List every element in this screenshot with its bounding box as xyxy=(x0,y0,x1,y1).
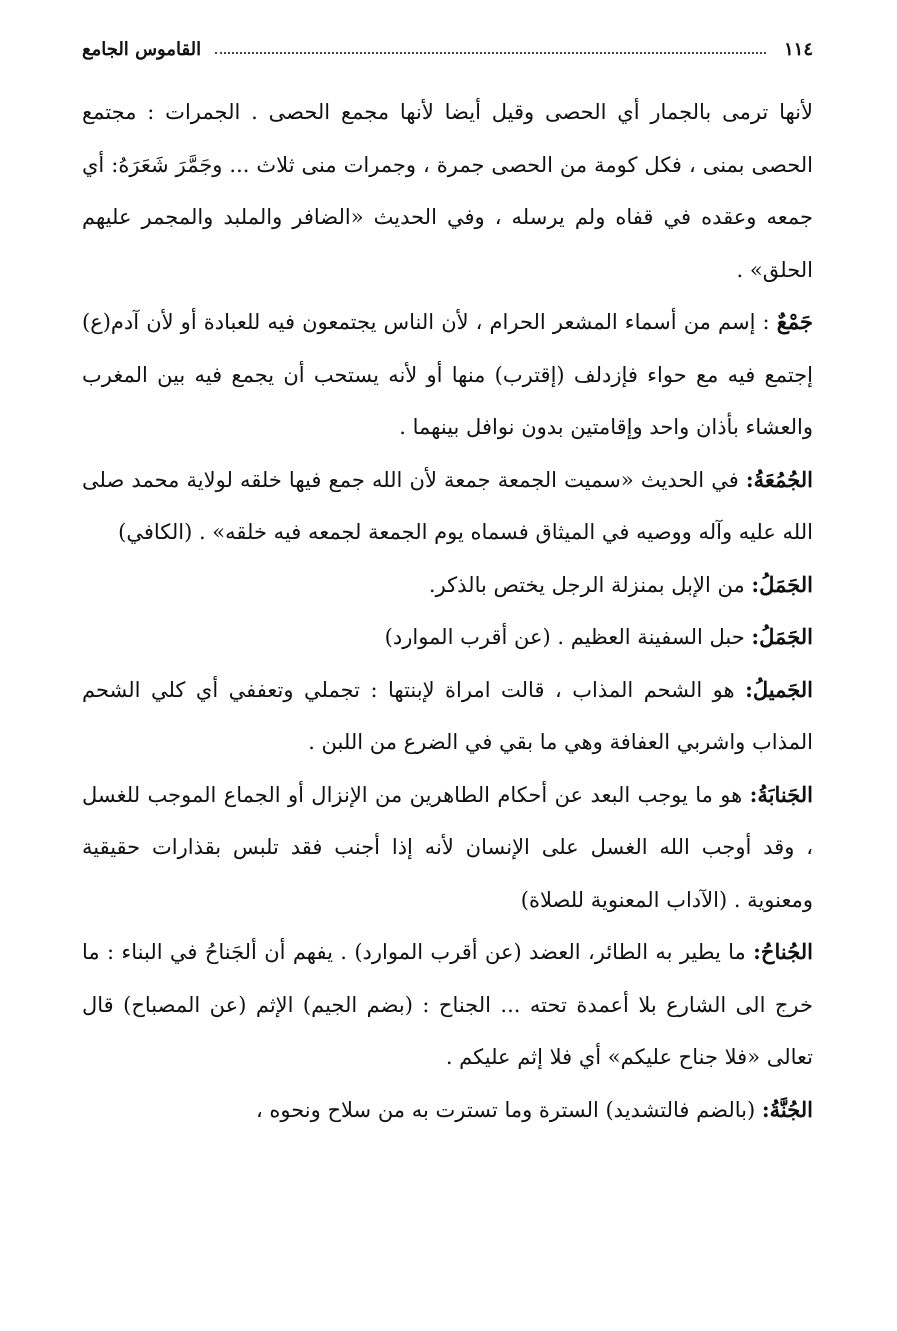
dotted-leader xyxy=(215,52,766,54)
entry-headword: الجُمُعَةُ: xyxy=(745,466,813,492)
entry-text: ما يطير به الطائر، العضد (عن أقرب الموارد) . يفهم أن ألجَناحُ في البناء : ما خرج الى الشارع بلا أعمدة تحته ... الجناح : (بضم الجيم) الإثم (عن المصباح) قال تعالى «فلا جناح عليكم» أي فلا إثم عليكم . xyxy=(82,940,813,1069)
entry-text: هو الشحم المذاب ، قالت امراة لإبنتها : تجملي وتعففي أي كلي الشحم المذاب واشربي العفافة وهي ما بقي في الضرع من اللبن . xyxy=(82,677,813,754)
entry-al-jamil xyxy=(82,664,813,769)
entry-headword: جَمْعٌ xyxy=(776,309,813,334)
entry-text: هو ما يوجب البعد عن أحكام الطاهرين من الإنزال أو الجماع الموجب للغسل ، وقد أوجب الله الغسل على الإنسان لأنه إذا أجنب فقد تلبس بقذارات حقيقية ومعنوية . (الآداب المعنوية للصلاة) xyxy=(82,782,813,912)
entry-al-junah xyxy=(82,926,813,1084)
entry-continuation xyxy=(82,86,813,296)
entry-text: حبل السفينة العظيم . (عن أقرب الموارد) xyxy=(384,625,752,649)
entry-al-jamal-1 xyxy=(82,559,813,612)
entry-text: في الحديث «سميت الجمعة جمعة لأن الله جمع فيها خلقه لولاية محمد صلى الله عليه وآله ووصيه في الميثاق فسماه يوم الجمعة لجمعه فيه خلقه» . (الكافي) xyxy=(82,467,813,544)
entry-text: لأنها ترمى بالجمار أي الحصى وقيل أيضا لأنها مجمع الحصى . الجمرات : مجتمع الحصى بمنى ، فكل كومة من الحصى جمرة ، وجمرات منى ثلاث ... وجَمَّرَ شَعَرَهُ: أي جمعه وعقده في قفاه ولم يرسله ، وفي الحديث «الضافر والملبد والمجمر عليهم الحلق» . xyxy=(82,100,813,282)
entry-text: (بالضم فالتشديد) السترة وما تسترت به من سلاح ونحوه ، xyxy=(255,1097,762,1122)
page-number: ١١٤ xyxy=(783,38,813,60)
entry-headword: الجَمَلُ: xyxy=(751,624,813,649)
entry-headword: الجُنَّةُ: xyxy=(761,1096,813,1122)
entry-text: من الإبل بمنزلة الرجل يختص بالذكر. xyxy=(428,572,752,597)
book-title: القاموس الجامع xyxy=(82,38,202,60)
entry-text: : إسم من أسماء المشعر الحرام ، لأن الناس يجتمعون فيه للعبادة أو لأن آدم(ع) إجتمع فيه مع حواء فإزدلف (إقترب) منها أو لأنه يستحب أن يجمع فيه بين المغرب والعشاء بأذان واحد وإقامتين بدون نوافل بينهما . xyxy=(82,310,813,439)
entry-headword: الجُناحُ: xyxy=(753,939,813,964)
entry-jam xyxy=(82,296,813,454)
book-page xyxy=(82,30,813,1136)
entry-headword: الجَميلُ: xyxy=(745,676,813,702)
running-header xyxy=(82,30,813,68)
entry-headword: الجَنابَةُ: xyxy=(749,781,813,807)
entry-al-junna xyxy=(82,1084,813,1137)
entry-al-jumua xyxy=(82,454,813,559)
entry-headword: الجَمَلُ: xyxy=(751,571,813,597)
dictionary-body xyxy=(82,86,813,1136)
entry-al-jamal-2 xyxy=(82,611,813,664)
entry-al-janaba xyxy=(82,769,813,927)
